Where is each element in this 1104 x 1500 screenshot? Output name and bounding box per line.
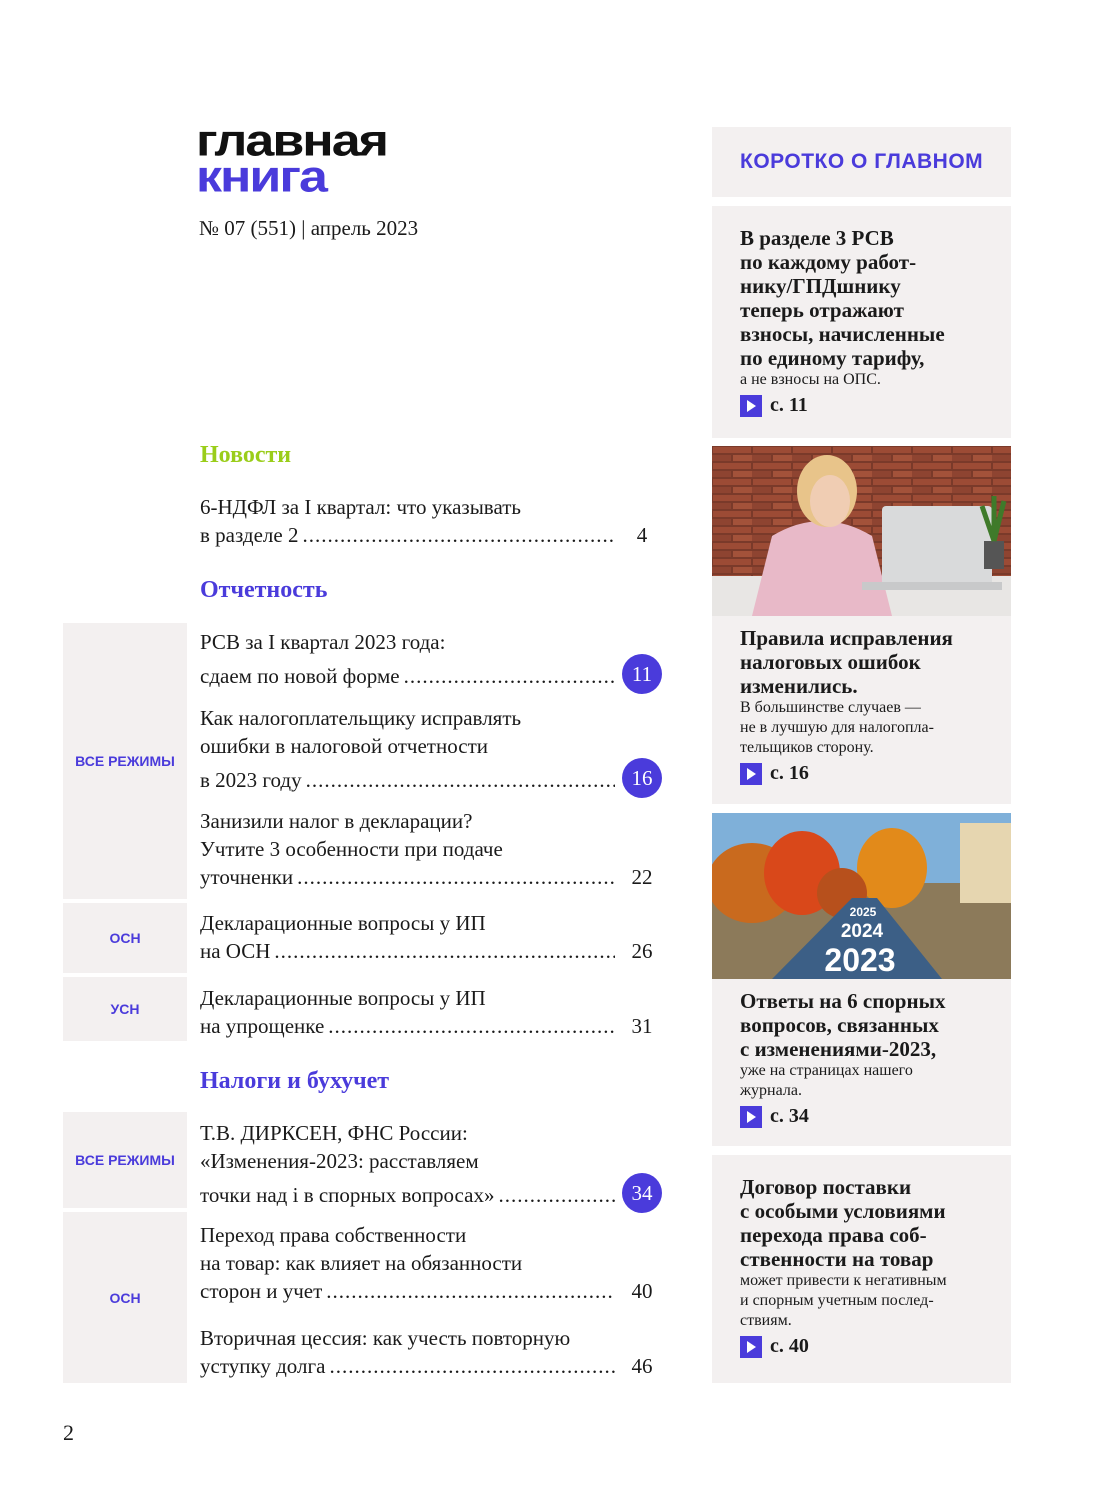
card-subtext: а не взносы на ОПС. bbox=[740, 371, 881, 388]
page-number-footer: 2 bbox=[63, 1420, 74, 1445]
card-headline: нику/ГПДшнику bbox=[740, 274, 901, 298]
card-headline: теперь отражают bbox=[740, 298, 904, 322]
card-subtext: не в лучшую для налогопла- bbox=[740, 719, 934, 736]
sidebar-title: КОРОТКО О ГЛАВНОМ bbox=[740, 150, 984, 173]
card-headline: по единому тарифу, bbox=[740, 346, 925, 370]
section-taxes: Налоги и бухучет bbox=[200, 1068, 390, 1094]
page-badge: 16 bbox=[622, 758, 662, 798]
tag-osn: ОСН bbox=[63, 1212, 187, 1383]
card-subtext: В большинстве случаев — bbox=[740, 699, 921, 716]
page-number: 46 bbox=[631, 1354, 653, 1378]
entry-title: Занизили налог в декларации? bbox=[200, 809, 473, 833]
sidebar-card[interactable] bbox=[712, 979, 1011, 1146]
card-headline: ственности на товар bbox=[740, 1247, 934, 1271]
entry-title: Вторичная цессия: как учесть повторную bbox=[200, 1326, 571, 1350]
entry-title: Декларационные вопросы у ИП bbox=[200, 986, 486, 1010]
entry-title: в 2023 году bbox=[200, 768, 302, 792]
section-reporting: Отчетность bbox=[200, 577, 328, 603]
entry-title: Декларационные вопросы у ИП bbox=[200, 911, 486, 935]
sidebar-card[interactable] bbox=[712, 1155, 1011, 1383]
entry-title: сторон и учет bbox=[200, 1279, 323, 1303]
toc-entry[interactable] bbox=[200, 807, 665, 891]
entry-title: на упрощенке bbox=[200, 1014, 325, 1038]
card-page-ref[interactable]: с. 40 bbox=[740, 1335, 983, 1358]
card-headline: взносы, начисленные bbox=[740, 322, 945, 346]
page-badge: 34 bbox=[622, 1173, 662, 1213]
road-year-2025: 2025 bbox=[849, 905, 877, 919]
entry-title: «Изменения-2023: расставляем bbox=[200, 1149, 479, 1173]
entry-title: Как налогоплательщику исправлять bbox=[200, 706, 522, 730]
page-badge: 11 bbox=[622, 654, 662, 694]
sidebar-card[interactable] bbox=[712, 616, 1011, 804]
toc-entry[interactable] bbox=[200, 1119, 665, 1215]
entry-title: точки над i в спорных вопросах» bbox=[200, 1183, 495, 1207]
page-number: 31 bbox=[631, 1014, 653, 1038]
card-headline: В разделе 3 РСВ bbox=[740, 226, 894, 250]
card-headline: Правила исправления bbox=[740, 626, 953, 650]
photo-autumn-road bbox=[712, 813, 1011, 979]
entry-title: Учтите 3 особенности при подаче bbox=[200, 837, 503, 861]
entry-title: 6-НДФЛ за I квартал: что указывать bbox=[200, 495, 521, 519]
card-page-ref[interactable]: с. 34 bbox=[740, 1105, 983, 1128]
card-page-ref[interactable]: с. 11 bbox=[740, 394, 983, 417]
entry-title: ошибки в налоговой отчетности bbox=[200, 734, 488, 758]
card-subtext: уже на страницах нашего bbox=[740, 1062, 913, 1079]
tag-osn: ОСН bbox=[63, 903, 187, 973]
play-arrow-icon bbox=[740, 1336, 762, 1358]
card-subtext: журнала. bbox=[740, 1082, 802, 1099]
card-headline: Ответы на 6 спорных bbox=[740, 989, 946, 1013]
card-headline: Договор поставки bbox=[740, 1175, 912, 1199]
entry-title: на ОСН bbox=[200, 939, 271, 963]
page-number: 22 bbox=[631, 865, 653, 889]
toc-entry[interactable] bbox=[200, 984, 665, 1040]
entry-title: уступку долга bbox=[200, 1354, 326, 1378]
photo-woman-laptop bbox=[712, 446, 1011, 616]
logo-line1: главная bbox=[196, 116, 387, 166]
entry-title: РСВ за I квартал 2023 года: bbox=[200, 630, 446, 654]
toc-entry[interactable] bbox=[200, 704, 665, 800]
page-number: 26 bbox=[631, 939, 653, 963]
card-headline: по каждому работ- bbox=[740, 250, 917, 274]
page-number: 4 bbox=[636, 523, 648, 547]
tag-all-modes: ВСЕ РЕЖИМЫ bbox=[63, 623, 187, 899]
play-arrow-icon bbox=[740, 395, 762, 417]
card-headline: налоговых ошибок bbox=[740, 650, 921, 674]
entry-title: Переход права собственности bbox=[200, 1223, 467, 1247]
entry-title: уточненки bbox=[200, 865, 294, 889]
sidebar-card[interactable] bbox=[712, 206, 1011, 438]
entry-title: в разделе 2 bbox=[200, 523, 299, 547]
sidebar-header bbox=[712, 127, 1011, 197]
tag-all-modes: ВСЕ РЕЖИМЫ bbox=[63, 1112, 187, 1208]
card-headline: вопросов, связанных bbox=[740, 1013, 939, 1037]
toc-entry[interactable] bbox=[200, 628, 665, 696]
toc-entry[interactable] bbox=[200, 1324, 665, 1380]
card-headline: с особыми условиями bbox=[740, 1199, 946, 1223]
card-headline: перехода права соб- bbox=[740, 1223, 927, 1247]
logo-line2: книга bbox=[196, 152, 326, 202]
play-arrow-icon bbox=[740, 763, 762, 785]
road-year-2023: 2023 bbox=[824, 942, 896, 978]
road-year-2024: 2024 bbox=[840, 921, 884, 942]
entry-title: на товар: как влияет на обязанности bbox=[200, 1251, 523, 1275]
card-page-ref[interactable]: с. 16 bbox=[740, 762, 983, 785]
entry-title: Т.В. ДИРКСЕН, ФНС России: bbox=[200, 1121, 468, 1145]
card-subtext: ствиям. bbox=[740, 1312, 792, 1329]
card-subtext: может привести к негативным bbox=[740, 1272, 947, 1289]
toc-entry[interactable] bbox=[200, 1221, 665, 1305]
toc-entry[interactable] bbox=[200, 493, 665, 549]
page-number: 40 bbox=[631, 1279, 653, 1303]
logo bbox=[196, 116, 387, 202]
card-subtext: и спорным учетным послед- bbox=[740, 1292, 934, 1309]
tag-usn: УСН bbox=[63, 977, 187, 1041]
toc-entry[interactable] bbox=[200, 909, 665, 965]
section-news: Новости bbox=[200, 442, 292, 468]
entry-title: сдаем по новой форме bbox=[200, 664, 400, 688]
card-headline: с изменениями-2023, bbox=[740, 1037, 937, 1061]
issue-info: № 07 (551) | апрель 2023 bbox=[199, 216, 419, 240]
card-headline: изменились. bbox=[740, 674, 858, 698]
card-subtext: тельщиков сторону. bbox=[740, 739, 874, 756]
play-arrow-icon bbox=[740, 1106, 762, 1128]
